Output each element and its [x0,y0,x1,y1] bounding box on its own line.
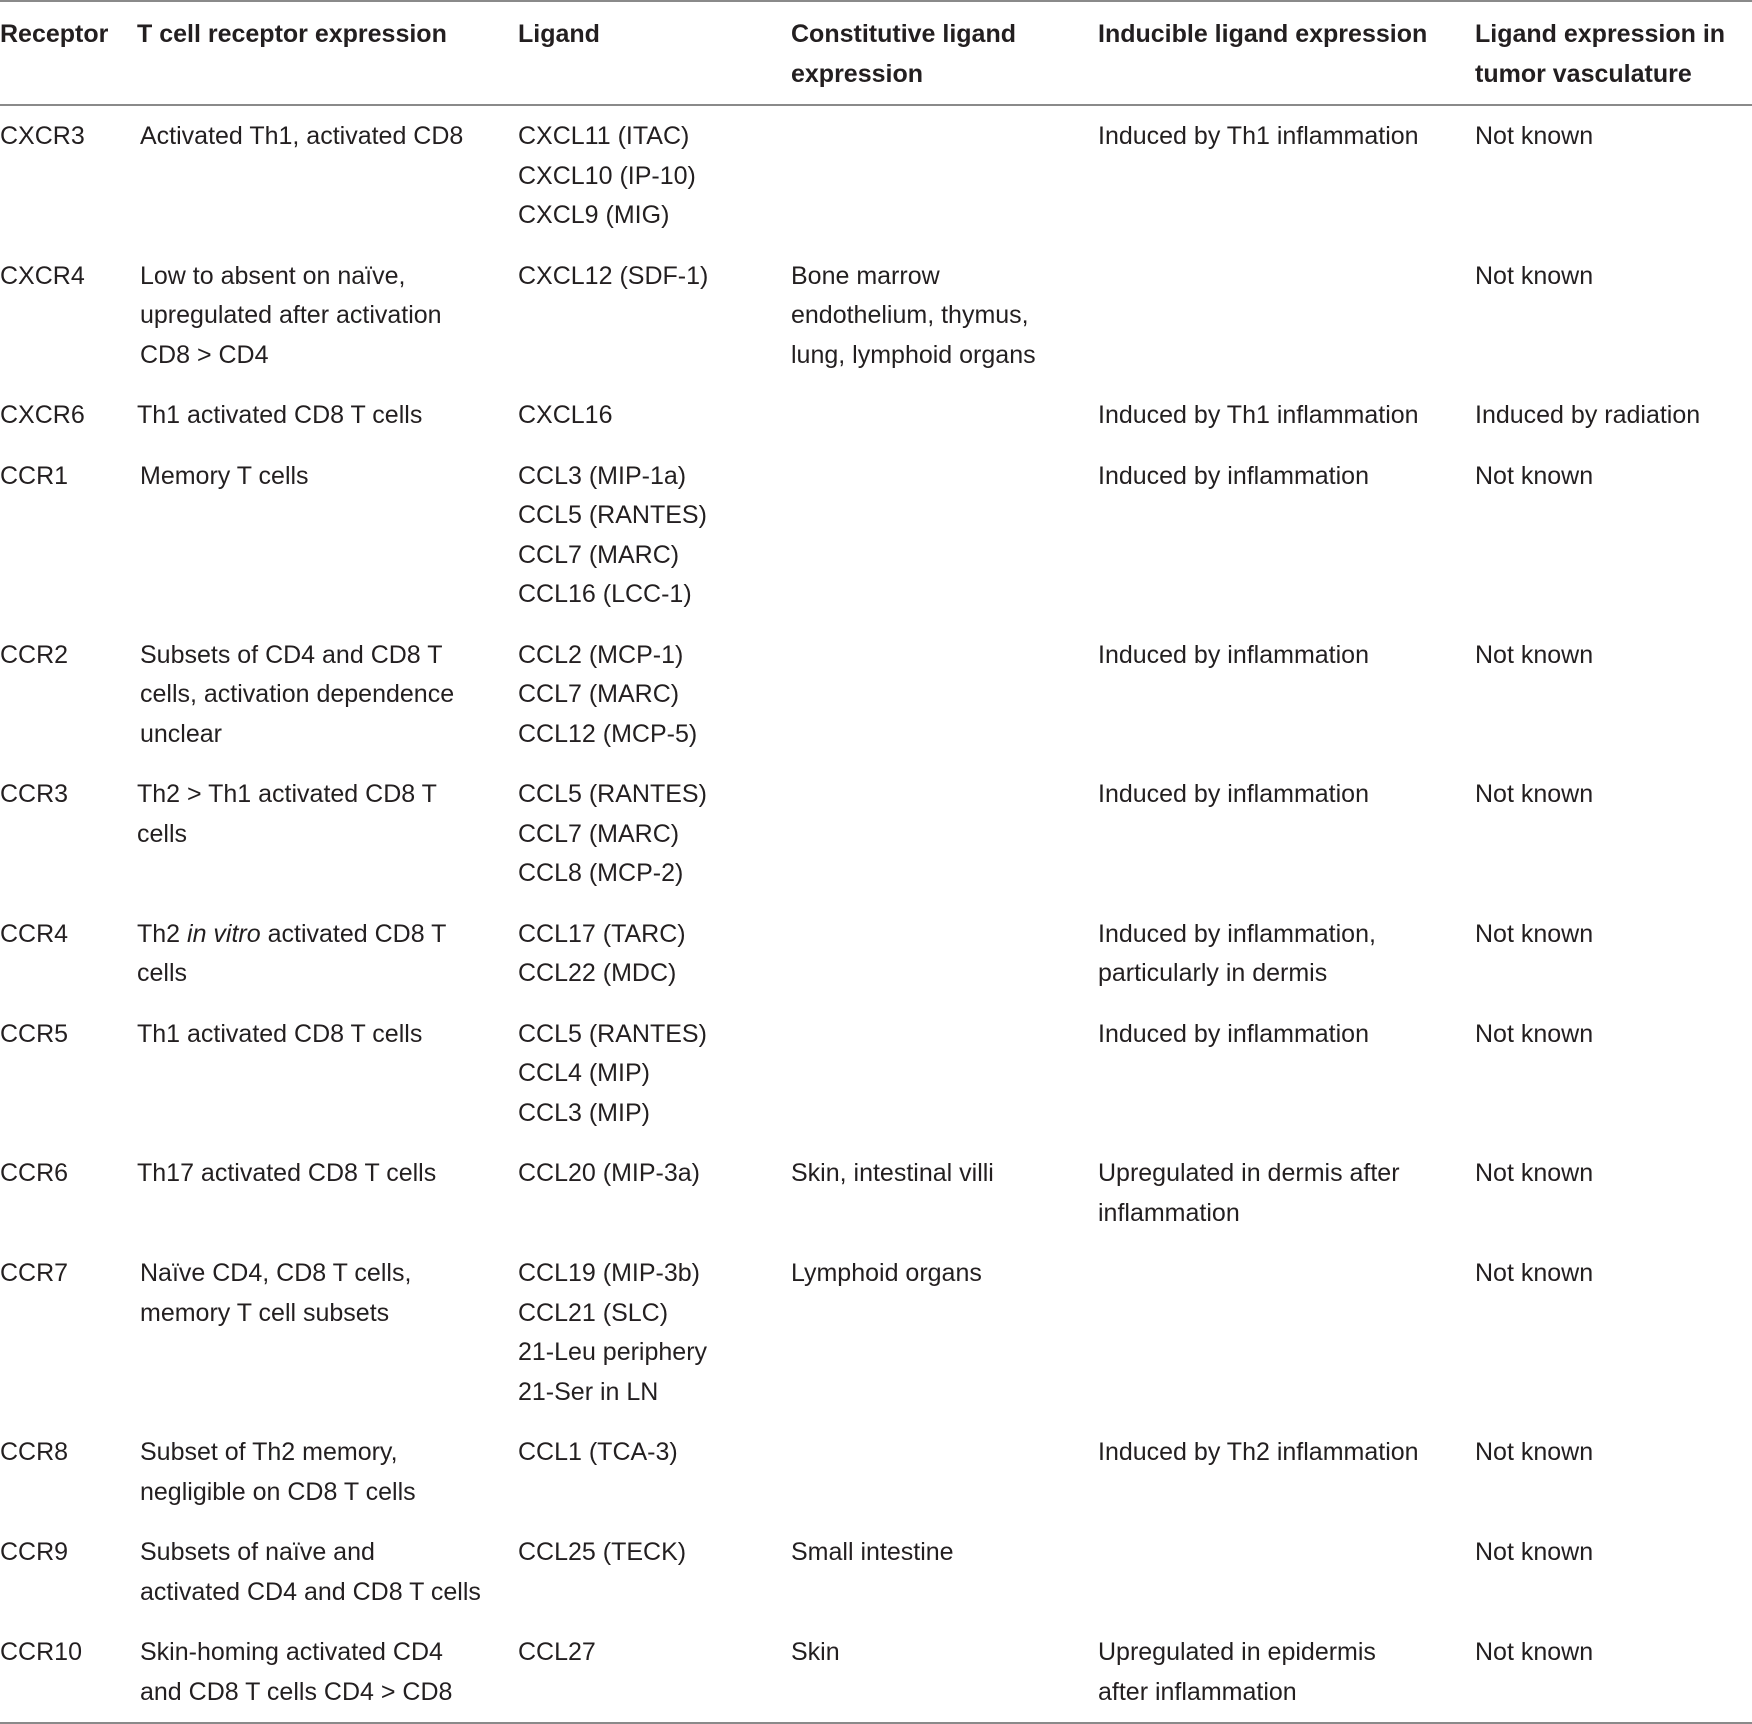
italic-in-vitro: in vitro [187,919,261,948]
cell-expression: Naïve CD4, CD8 T cells, memory T cell subsets [140,1259,412,1327]
cell-ligand: CXCL11 (ITAC) CXCL10 (IP-10) CXCL9 (MIG) [518,122,696,229]
cell-expression: Th2 > Th1 activated CD8 T cells [137,780,437,848]
cell-ligand: CCL19 (MIP-3b) CCL21 (SLC) 21-Leu periphery 21-Ser in LN [518,1259,708,1406]
cell-inducible: Upregulated in epidermis after inflammation [1098,1638,1376,1706]
cell-constitutive [791,446,1098,625]
cell-tumor-vasculature: Not known [1475,1638,1594,1666]
cell-ligand: CCL5 (RANTES) CCL7 (MARC) CCL8 (MCP-2) [518,780,707,887]
table-row [0,625,1752,765]
header-inducible-ligand-expression: Inducible ligand expression [1098,20,1428,48]
cell-constitutive [791,625,1098,765]
table-row [0,1422,1752,1522]
cell-constitutive: Lymphoid organs [791,1259,982,1287]
cell-receptor: CCR3 [0,780,69,808]
cell-inducible: Induced by Th1 inflammation [1098,401,1419,429]
table-row [0,246,1752,386]
header-t-cell-receptor-expression: T cell receptor expression [137,20,447,48]
cell-inducible [1098,1243,1475,1422]
cell-tumor-vasculature: Not known [1475,640,1594,669]
cell-expression: Activated Th1, activated CD8 [140,122,464,150]
cell-inducible: Upregulated in dermis after inflammation [1098,1159,1400,1227]
cell-ligand: CXCL12 (SDF-1) [518,261,709,290]
header-row [0,1,1752,105]
cell-receptor: CCR6 [0,1159,69,1187]
cell-constitutive [791,904,1098,1004]
header-receptor: Receptor [0,20,109,48]
cell-constitutive [791,105,1098,246]
cell-ligand: CCL2 (MCP-1) CCL7 (MARC) CCL12 (MCP-5) [518,640,698,748]
table-row [0,446,1752,625]
cell-receptor: CCR1 [0,461,69,490]
cell-ligand: CCL1 (TCA-3) [518,1438,678,1466]
cell-receptor: CXCR6 [0,401,85,429]
cell-inducible [1098,1522,1475,1622]
cell-tumor-vasculature: Not known [1475,919,1594,948]
table-row [0,1143,1752,1243]
table-row [0,385,1752,446]
cell-inducible: Induced by inflammation [1098,1019,1369,1048]
header-ligand: Ligand [518,20,600,48]
table-row [0,1522,1752,1622]
cell-receptor: CCR10 [0,1638,82,1666]
cell-expression: Subset of Th2 memory, negligible on CD8 T cells [140,1438,416,1506]
cell-tumor-vasculature: Not known [1475,1259,1594,1287]
cell-expression: Subsets of CD4 and CD8 T cells, activation dependence unclear [140,640,455,748]
table-row [0,764,1752,904]
cell-ligand: CCL25 (TECK) [518,1538,687,1566]
cell-tumor-vasculature: Not known [1475,261,1594,290]
cell-tumor-vasculature: Not known [1475,122,1594,150]
cell-expression: Th1 activated CD8 T cells [137,1019,423,1048]
cell-receptor: CCR4 [0,919,69,948]
cell-expression: Th2 in vitro activated CD8 T cells [137,919,447,987]
cell-receptor: CXCR3 [0,122,85,150]
cell-expression: Th1 activated CD8 T cells [137,401,423,429]
cell-receptor: CXCR4 [0,261,85,290]
cell-tumor-vasculature: Not known [1475,780,1594,808]
cell-receptor: CCR2 [0,640,69,669]
cell-constitutive: Skin, intestinal villi [791,1159,994,1187]
cell-receptor: CCR5 [0,1019,69,1048]
cell-inducible: Induced by Th2 inflammation [1098,1438,1419,1466]
cell-expression: Memory T cells [140,461,309,490]
header-constitutive-ligand-expression: Constitutive ligand expression [791,20,1016,88]
cell-expression: Skin-homing activated CD4 and CD8 T cells CD4 > CD8 [140,1638,453,1706]
cell-inducible: Induced by inflammation [1098,461,1369,490]
table-row [0,904,1752,1004]
cell-receptor: CCR7 [0,1259,69,1287]
cell-inducible: Induced by inflammation [1098,640,1369,669]
table-row [0,1243,1752,1422]
table-header [0,1,1752,105]
cell-inducible: Induced by inflammation [1098,780,1369,808]
cell-expression: Th17 activated CD8 T cells [137,1159,437,1187]
cell-tumor-vasculature: Induced by radiation [1475,401,1701,429]
table-row [0,1004,1752,1144]
cell-ligand: CCL5 (RANTES) CCL4 (MIP) CCL3 (MIP) [518,1019,707,1127]
cell-inducible [1098,246,1475,386]
table-row [0,105,1752,246]
cell-ligand: CXCL16 [518,401,613,429]
cell-tumor-vasculature: Not known [1475,1538,1594,1566]
cell-constitutive [791,764,1098,904]
cell-constitutive [791,385,1098,446]
cell-constitutive: Small intestine [791,1538,954,1566]
cell-ligand: CCL3 (MIP-1a) CCL5 (RANTES) CCL7 (MARC) CCL16 (LCC-1) [518,461,707,608]
cell-expression: Subsets of naïve and activated CD4 and CD8 T cells [140,1538,481,1606]
cell-tumor-vasculature: Not known [1475,1019,1594,1048]
cell-tumor-vasculature: Not known [1475,1159,1594,1187]
cell-inducible: Induced by inflammation, particularly in dermis [1098,919,1376,987]
table-body [0,105,1752,1723]
cell-ligand: CCL27 [518,1638,596,1666]
cell-constitutive: Skin [791,1638,840,1666]
cell-ligand: CCL20 (MIP-3a) [518,1159,700,1187]
cell-receptor: CCR9 [0,1538,69,1566]
header-tumor-vasculature-expression: Ligand expression in tumor vasculature [1475,20,1726,88]
cell-tumor-vasculature: Not known [1475,461,1594,490]
cell-constitutive: Bone marrow endothelium, thymus, lung, lymphoid organs [791,261,1036,369]
cell-receptor: CCR8 [0,1438,69,1466]
cell-tumor-vasculature: Not known [1475,1438,1594,1466]
cell-ligand: CCL17 (TARC) CCL22 (MDC) [518,919,686,987]
cell-constitutive [791,1422,1098,1522]
cell-expression: Low to absent on naïve, upregulated after activation CD8 > CD4 [140,261,442,369]
cell-inducible: Induced by Th1 inflammation [1098,122,1419,150]
cell-constitutive [791,1004,1098,1144]
table-row [0,1622,1752,1723]
